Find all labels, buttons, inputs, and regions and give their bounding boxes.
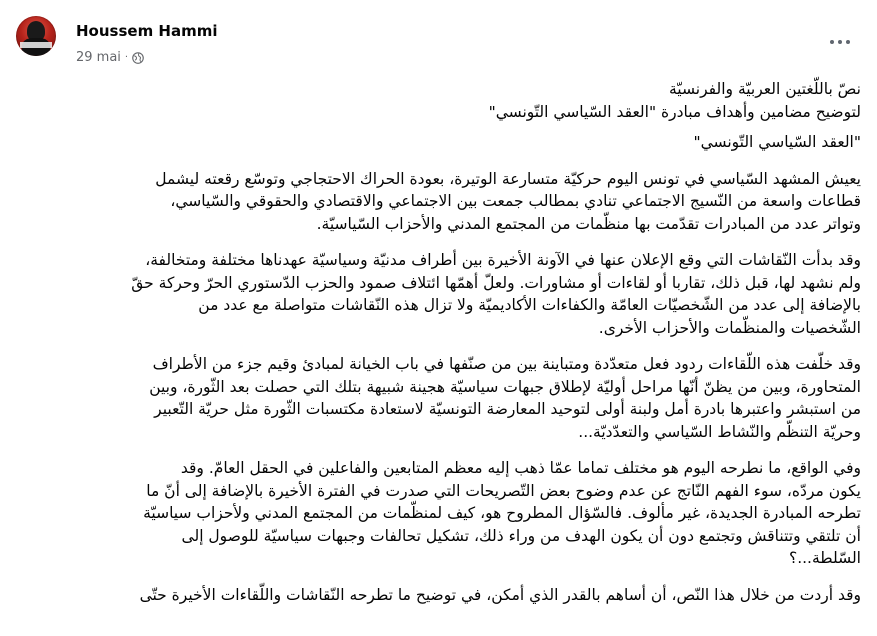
post-paragraph [16, 78, 861, 123]
post-line: وقد أردت من خلال هذا النّص، أن أساهم بالقدر الذي أمكن، في توضيح ما تطرحه النّقاشات واللّقاءات الأخيرة حتّى [139, 585, 861, 604]
meta-separator: · [124, 52, 129, 63]
globe-icon[interactable] [132, 52, 144, 64]
post-line: المتحاورة، وبين من يظنّ أنّها مراحل أوليّة لإطلاق جبهات سياسيّة هجينة شبيهة بتلك التي حصلت بعد الثّورة، وبين [149, 377, 861, 396]
post-line: يعيش المشهد السّياسي في تونس اليوم حركيّة متسارعة الوتيرة، بعودة الحراك الاحتجاجي وتوسّع رقعته ليشمل [155, 169, 861, 188]
more-dot-icon [846, 40, 850, 44]
post-line: تطرحه المبادرة الجديدة، غير مألوف. فالسّؤال المطروح هو، كيف لمنظّمات من المجتمع المدني ولأحزاب سياسيّة [143, 504, 861, 522]
post-line: ولم نشهد لها، قبل ذلك، تقاربا أو لقاءات أو مشاورات. ولعلّ أهمّها ائتلاف صمود والحزب الدّستوري الحرّ وحركة حقّ [131, 273, 861, 292]
post-line: وقد بدأت النّقاشات التي وقع الإعلان عنها في الآونة الأخيرة بين أطراف مدنيّة وسياسيّة عهدناها مختلفة ومتخالفة، [145, 251, 861, 269]
post-line: "العقد السّياسي التّونسي" [693, 133, 861, 151]
post-date[interactable]: 29 mai [76, 50, 121, 65]
post-line: وحريّة التنظّم والنّشاط السّياسي والتعدّديّة... [578, 422, 861, 441]
post-body [16, 78, 861, 620]
post-paragraph [16, 353, 861, 443]
post-meta [76, 50, 144, 65]
post-line: أن تلتقي وتتناقش وتجتمع دون أن يكون الهدف من وراء ذلك، تشكيل تحالفات وجبهات سياسيّة للوصول إلى [181, 526, 861, 545]
post-line: قطاعات واسعة من النّسيج الاجتماعي تنادي بمطالب جمعت بين الاجتماعي والاقتصادي والحقوقي والسّياسي، [170, 192, 861, 210]
post-paragraph [16, 249, 861, 339]
avatar[interactable] [16, 16, 56, 56]
post-line: وتواتر عدد من المبادرات تقدّمت بها منظّمات من المجتمع المدني والأحزاب السّياسيّة. [316, 214, 861, 233]
post-line: يكون مردّه، سوء الفهم النّاتج عن عدم وضوح بعض التّصريحات التي صدرت في الفترة الأخيرة بالإضافة إلى أنّ ما [146, 481, 861, 500]
post-paragraph [16, 457, 861, 570]
post-paragraph [16, 168, 861, 236]
post-paragraph [16, 584, 861, 607]
more-dot-icon [838, 40, 842, 44]
post-line: نصّ باللّغتين العربيّة والفرنسيّة [668, 80, 861, 98]
more-dot-icon [830, 40, 834, 44]
post-line: وقد خلّفت هذه اللّقاءات ردود فعل متعدّدة ومتباينة بين من صنّفها في باب الخيانة لمبادئ وقيم جزء من الأطراف [152, 355, 861, 373]
post-paragraph [16, 131, 861, 154]
post-header [0, 0, 877, 80]
more-options-button[interactable] [822, 28, 858, 56]
post-line: السّلطة...؟ [788, 549, 861, 567]
post-line: الشّخصيات والمنظّمات والأحزاب الأخرى. [598, 318, 861, 337]
post-line: بالإضافة إلى عدد من الشّخصيّات العامّة والكفاءات الأكاديميّة ولا تزال هذه النّقاشات متواصلة مع عدد من [198, 296, 861, 314]
avatar-band [20, 42, 52, 48]
post-line: لتوضيح مضامين وأهداف مبادرة "العقد السّياسي التّونسي" [488, 102, 861, 121]
author-name[interactable]: Houssem Hammi [76, 22, 218, 40]
post-line: وفي الواقع، ما نطرحه اليوم هو مختلف تماما عمّا ذهب إليه معظم المتابعين والفاعلين في الحقل العامّ. وقد [180, 459, 861, 477]
post-line: من استبشر واعتبرها بادرة أمل ولبنة أولى لتوحيد المعارضة التونسيّة لاستعادة مكتسبات الثّورة مثل حريّة التّعبير [154, 400, 861, 418]
